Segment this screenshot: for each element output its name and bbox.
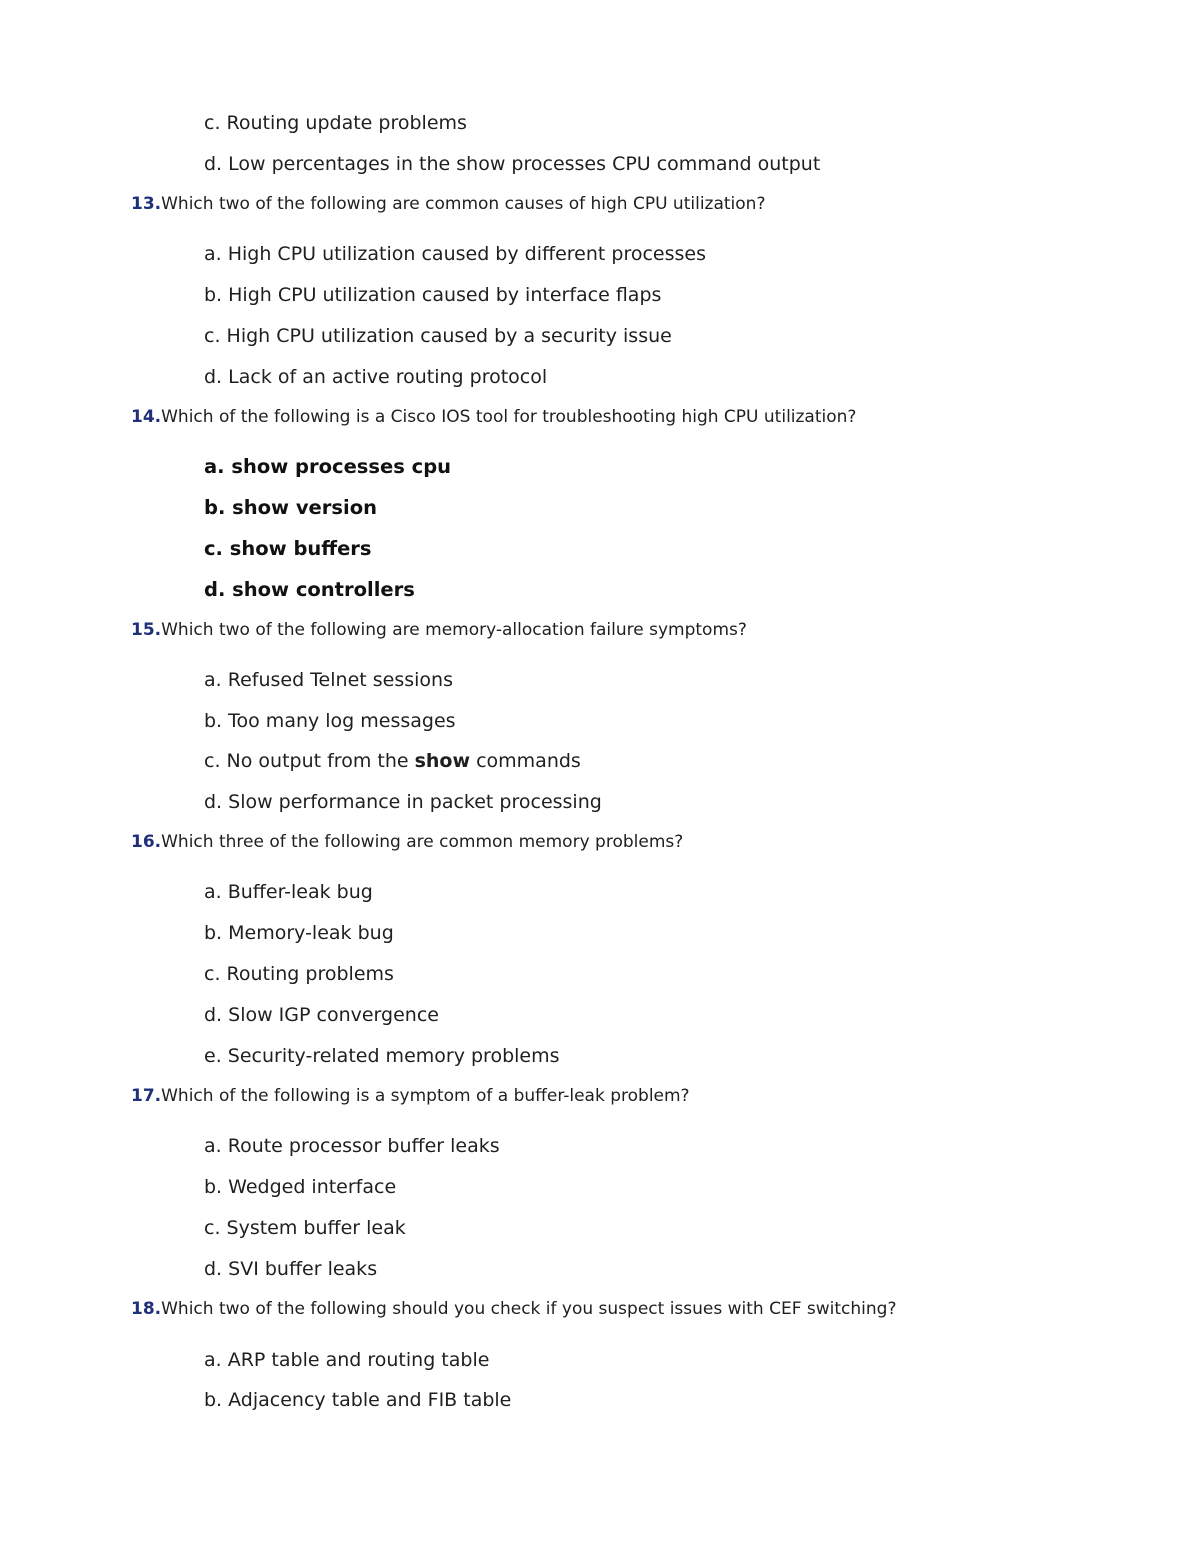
q16-option-d: d. Slow IGP convergence — [204, 1004, 439, 1026]
question-15 — [131, 619, 747, 641]
question-number: 13. — [131, 194, 162, 214]
q17-option-c: c. System buffer leak — [204, 1217, 406, 1239]
q15-option-d: d. Slow performance in packet processing — [204, 791, 602, 813]
q15-option-b: b. Too many log messages — [204, 710, 456, 732]
q13-option-d: d. Lack of an active routing protocol — [204, 366, 548, 388]
q15-option-a: a. Refused Telnet sessions — [204, 669, 453, 691]
question-18 — [131, 1298, 896, 1320]
question-number: 16. — [131, 832, 162, 852]
q13-option-c: c. High CPU utilization caused by a security issue — [204, 325, 672, 347]
q17-option-a: a. Route processor buffer leaks — [204, 1135, 500, 1157]
q18-option-a: a. ARP table and routing table — [204, 1349, 490, 1371]
q16-option-e: e. Security-related memory problems — [204, 1045, 560, 1067]
question-number: 15. — [131, 620, 162, 640]
option-d-prev: d. Low percentages in the show processes CPU command output — [204, 153, 821, 175]
q17-option-b: b. Wedged interface — [204, 1176, 397, 1198]
q18-option-b: b. Adjacency table and FIB table — [204, 1389, 512, 1411]
q15-option-c — [204, 749, 581, 773]
q17-option-d: d. SVI buffer leaks — [204, 1258, 378, 1280]
question-number: 17. — [131, 1086, 162, 1106]
q14-option-a: a. show processes cpu — [204, 455, 452, 478]
question-text: Which of the following is a symptom of a buffer-leak problem? — [161, 1086, 690, 1106]
question-14 — [131, 406, 856, 428]
question-number: 18. — [131, 1299, 162, 1319]
option-c-prev: c. Routing update problems — [204, 112, 467, 134]
q14-option-d: d. show controllers — [204, 578, 415, 601]
q16-option-a: a. Buffer-leak bug — [204, 881, 373, 903]
q16-option-b: b. Memory-leak bug — [204, 922, 394, 944]
question-number: 14. — [131, 407, 162, 427]
question-13 — [131, 193, 765, 215]
question-text: Which two of the following should you check if you suspect issues with CEF switching? — [161, 1299, 897, 1319]
question-17 — [131, 1085, 690, 1107]
question-text: Which two of the following are common causes of high CPU utilization? — [161, 194, 766, 214]
q14-option-c: c. show buffers — [204, 537, 372, 560]
q16-option-c: c. Routing problems — [204, 963, 394, 985]
question-16 — [131, 831, 683, 853]
question-text: Which of the following is a Cisco IOS tool for troubleshooting high CPU utilization? — [161, 407, 857, 427]
q14-option-b: b. show version — [204, 496, 377, 519]
question-text: Which three of the following are common memory problems? — [161, 832, 684, 852]
option-text: commands — [470, 750, 581, 772]
q13-option-b: b. High CPU utilization caused by interface flaps — [204, 284, 662, 306]
option-text: c. No output from the — [204, 750, 415, 772]
question-text: Which two of the following are memory-allocation failure symptoms? — [161, 620, 747, 640]
q13-option-a: a. High CPU utilization caused by different processes — [204, 243, 706, 265]
command-keyword: show — [414, 750, 471, 772]
